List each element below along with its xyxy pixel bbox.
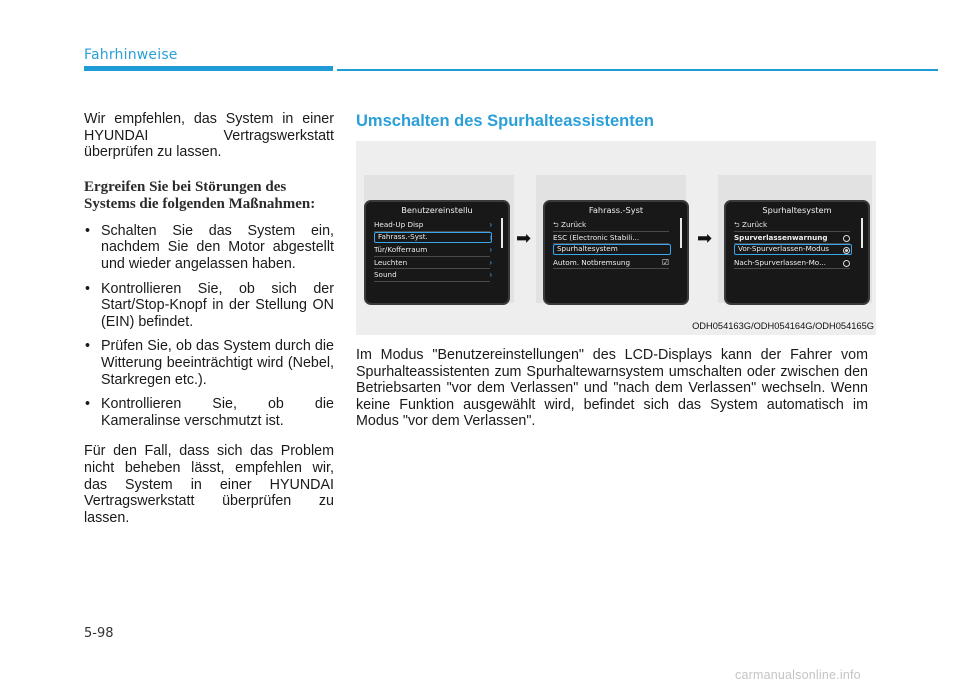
- radio-unselected-icon: [843, 235, 850, 242]
- lcd-screen-driver-assist: [543, 200, 689, 305]
- lcd-title: Benutzereinstellu: [401, 205, 473, 215]
- lcd-figure: [356, 141, 876, 335]
- lcd-menu-item: Spurverlassenwarnung: [734, 232, 828, 242]
- chevron-right-icon: ›: [489, 232, 492, 242]
- figure-caption: ODH054163G/ODH054164G/ODH054165G: [692, 321, 874, 331]
- header-rule-thick: [84, 66, 333, 71]
- checkbox-checked-icon: ☑: [661, 257, 669, 267]
- lcd-menu-item: Autom. Notbremsung: [553, 257, 631, 267]
- lcd-menu-item: ESC (Electronic Stabili...: [553, 232, 640, 242]
- header-rule-thin: [337, 69, 938, 71]
- closing-paragraph: Für den Fall, dass sich das Problem nicht beheben lässt, empfehlen wir, das System in einer HYUNDAI Vertragswerkstatt überprüfen zu lassen.: [84, 443, 334, 526]
- lcd-menu-item: Sound: [374, 270, 397, 279]
- chevron-right-icon: ›: [489, 257, 492, 267]
- chevron-right-icon: ›: [489, 220, 492, 229]
- lcd-menu-item: Head-Up Disp: [374, 220, 424, 229]
- section-title: Fahrhinweise: [84, 47, 178, 63]
- lcd-menu-item: Vor-Spurverlassen-Modus: [734, 244, 852, 255]
- lcd-scrollbar: [680, 218, 682, 248]
- lcd-menu-item: Leuchten: [374, 257, 408, 267]
- lcd-title: Fahrass.-Syst: [588, 205, 644, 215]
- intro-paragraph: Wir empfehlen, das System in einer HYUNDAI Vertragswerkstatt überprüfen zu lassen.: [84, 111, 334, 161]
- section-heading: Umschalten des Spurhalteassistenten: [356, 112, 655, 130]
- lcd-separator: [374, 281, 490, 282]
- list-item: • Prüfen Sie, ob das System durch die Witterung beeinträchtigt wird (Nebel, Starkregen etc.).: [84, 338, 334, 388]
- lcd-separator: [734, 268, 850, 269]
- lcd-menu-item: Fahrass.-Syst.: [374, 232, 492, 243]
- lcd-scrollbar: [501, 218, 503, 248]
- lcd-scrollbar: [861, 218, 863, 248]
- lcd-screen-lane-keeping: [724, 200, 870, 305]
- lcd-menu-item: Nach-Spurverlassen-Mo...: [734, 257, 826, 267]
- radio-selected-icon: [843, 247, 850, 254]
- page-number: 5-98: [84, 626, 114, 641]
- lcd-menu-item: ⮌ Zurück: [734, 220, 768, 229]
- lcd-screen-user-settings: [364, 200, 510, 305]
- chevron-right-icon: ›: [489, 270, 492, 279]
- arrow-right-icon: ➡: [516, 228, 532, 248]
- troubleshooting-heading: Ergreifen Sie bei Störungen des Systems die folgenden Maßnahmen:: [84, 178, 316, 212]
- list-item: • Kontrollieren Sie, ob sich der Start/Stop-Knopf in der Stellung ON (EIN) befindet.: [84, 281, 334, 331]
- lcd-separator: [553, 268, 669, 269]
- list-item: • Kontrollieren Sie, ob die Kameralinse verschmutzt ist.: [84, 396, 334, 429]
- lcd-title: Spurhaltesystem: [762, 205, 832, 215]
- watermark: carmanualsonline.info: [735, 668, 861, 682]
- left-column: [84, 111, 334, 541]
- description-paragraph: Im Modus "Benutzereinstellungen" des LCD-Displays kann der Fahrer vom Spurhalteassistenten zum Spurhaltewarnsystem umschalten oder zwischen den Betriebsarten "vor dem Verlassen" und "nach dem Verlassen" wechseln. Wenn keine Funktion ausgewählt wird, befindet sich das System automatisch im Modus "vor dem Verlassen".: [356, 347, 868, 430]
- radio-unselected-icon: [843, 260, 850, 267]
- list-item: • Schalten Sie das System ein, nachdem Sie den Motor abgestellt und wieder angelassen haben.: [84, 223, 334, 273]
- troubleshooting-list: [84, 223, 334, 430]
- chevron-right-icon: ›: [489, 245, 492, 254]
- lcd-menu-item: Tür/Kofferraum: [374, 245, 428, 254]
- lcd-menu-item: Spurhaltesystem: [553, 244, 671, 255]
- arrow-right-icon: ➡: [697, 228, 713, 248]
- lcd-menu-item: ⮌ Zurück: [553, 220, 587, 229]
